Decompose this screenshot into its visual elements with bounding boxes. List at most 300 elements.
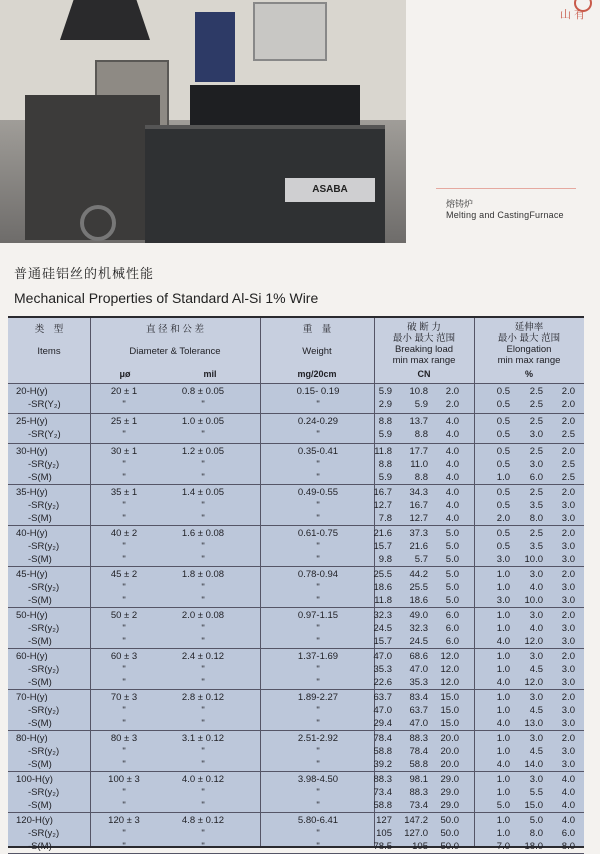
- cell-weight: ": [316, 664, 320, 676]
- cell-elong-max: 2.5: [529, 446, 543, 457]
- cell-elong-max: 10.0: [524, 595, 543, 607]
- cell-elong-min: 0.5: [496, 386, 510, 397]
- cell-tolerance: ": [201, 828, 205, 840]
- cell-elong-min: 0.5: [496, 429, 510, 441]
- cell-elong-max: 8.0: [529, 513, 543, 525]
- cell-elong-min: 2.0: [496, 513, 510, 525]
- cell-break-min: 12.7: [373, 500, 392, 512]
- cell-elong-range: 6.0: [561, 828, 575, 840]
- cell-tolerance: ": [201, 718, 205, 730]
- cell-elong-min: 1.0: [496, 746, 510, 758]
- cell-item: -SR(y₂): [28, 705, 60, 717]
- cell-tolerance: ": [201, 787, 205, 799]
- cell-break-min: 32.3: [373, 610, 392, 621]
- cell-tolerance: 1.6 ± 0.08: [181, 528, 225, 539]
- cell-weight: ": [316, 500, 320, 512]
- cell-diameter: ": [122, 399, 126, 411]
- photo-caption-cn: 熔铸炉: [446, 199, 474, 209]
- cell-weight: ": [316, 636, 320, 648]
- cell-break-max: 12.7: [409, 513, 428, 525]
- cell-weight: ": [316, 800, 320, 812]
- cell-break-max: 8.8: [414, 472, 428, 484]
- cell-diameter: ": [122, 718, 126, 730]
- cell-break-min: 5.9: [378, 472, 392, 484]
- cell-weight: ": [316, 759, 320, 771]
- cell-item: -SR(y₂): [28, 582, 60, 594]
- cell-break-range: 4.0: [445, 459, 459, 471]
- section-title-en: Mechanical Properties of Standard Al-Si 1% Wire: [14, 290, 319, 306]
- cell-tolerance: ": [201, 459, 205, 471]
- cell-elong-range: 2.5: [561, 429, 575, 441]
- cell-break-min: 7.8: [378, 513, 392, 525]
- cell-diameter: ": [122, 513, 126, 525]
- cell-elong-min: 4.0: [496, 677, 510, 689]
- cell-break-min: 2.9: [378, 399, 392, 411]
- cell-break-min: 35.3: [373, 664, 392, 676]
- cell-item: -SR(y₂): [28, 828, 60, 840]
- cell-elong-range: 3.0: [561, 541, 575, 553]
- cell-break-min: 18.6: [373, 582, 392, 594]
- cell-break-range: 5.0: [445, 528, 459, 539]
- cell-break-max: 24.5: [409, 636, 428, 648]
- cell-item: -S(M): [28, 595, 52, 607]
- cell-elong-min: 0.5: [496, 399, 510, 411]
- table-row-group: [8, 525, 584, 567]
- cell-tolerance: 3.1 ± 0.12: [181, 733, 225, 744]
- cell-break-min: 78.5: [373, 841, 392, 853]
- cell-elong-range: 2.0: [561, 692, 575, 703]
- cell-item: 60-H(y): [16, 651, 48, 662]
- furnace-photo: [0, 0, 406, 243]
- cell-weight: 1.89-2.27: [297, 692, 339, 703]
- cell-elong-range: 4.0: [561, 815, 575, 826]
- cell-break-min: 127: [376, 815, 392, 826]
- cell-weight: ": [316, 595, 320, 607]
- cell-item: 45-H(y): [16, 569, 48, 580]
- cell-elong-range: 4.0: [561, 787, 575, 799]
- cell-elong-min: 1.0: [496, 705, 510, 717]
- cell-diameter: 20 ± 1: [110, 386, 138, 397]
- cell-elong-max: 3.0: [529, 774, 543, 785]
- cell-weight: ": [316, 513, 320, 525]
- cell-elong-max: 4.5: [529, 705, 543, 717]
- cell-elong-max: 6.0: [529, 472, 543, 484]
- cell-weight: 0.61-0.75: [297, 528, 339, 539]
- cell-elong-max: 8.0: [529, 828, 543, 840]
- cell-weight: ": [316, 429, 320, 441]
- cell-break-range: 20.0: [440, 759, 459, 771]
- cell-diameter: ": [122, 582, 126, 594]
- cell-item: -S(M): [28, 513, 52, 525]
- cell-elong-min: 4.0: [496, 636, 510, 648]
- cell-tolerance: 1.8 ± 0.08: [181, 569, 225, 580]
- cell-elong-min: 1.0: [496, 582, 510, 594]
- cell-break-range: 4.0: [445, 416, 459, 427]
- cell-tolerance: ": [201, 582, 205, 594]
- cell-diameter: ": [122, 841, 126, 853]
- cell-elong-range: 3.0: [561, 513, 575, 525]
- cell-break-max: 44.2: [409, 569, 428, 580]
- cell-item: 20-H(y): [16, 386, 48, 397]
- cell-elong-range: 3.0: [561, 746, 575, 758]
- cell-break-min: 21.6: [373, 528, 392, 539]
- cell-elong-max: 12.0: [524, 636, 543, 648]
- cell-tolerance: 0.8 ± 0.05: [181, 386, 225, 397]
- cell-break-max: 83.4: [409, 692, 428, 703]
- cell-item: -S(M): [28, 800, 52, 812]
- cell-elong-min: 1.0: [496, 815, 510, 826]
- cell-elong-max: 4.0: [529, 623, 543, 635]
- cell-weight: ": [316, 399, 320, 411]
- cell-break-range: 4.0: [445, 500, 459, 512]
- header-brk-en2: min max range: [392, 355, 456, 366]
- cell-elong-range: 2.0: [561, 569, 575, 580]
- cell-break-max: 18.6: [409, 595, 428, 607]
- cell-item: -S(M): [28, 718, 52, 730]
- cell-break-range: 4.0: [445, 429, 459, 441]
- cell-tolerance: 1.2 ± 0.05: [181, 446, 225, 457]
- cell-elong-range: 3.0: [561, 705, 575, 717]
- cell-weight: 5.80-6.41: [297, 815, 339, 826]
- header-brk-en: Breaking load: [394, 344, 454, 355]
- company-logo: [560, 0, 600, 22]
- cell-elong-min: 0.5: [496, 487, 510, 498]
- cell-item: -S(M): [28, 472, 52, 484]
- cell-tolerance: ": [201, 554, 205, 566]
- cell-diameter: ": [122, 677, 126, 689]
- cell-diameter: 25 ± 1: [110, 416, 138, 427]
- cell-elong-min: 1.0: [496, 828, 510, 840]
- cell-elong-min: 0.5: [496, 459, 510, 471]
- cell-tolerance: ": [201, 746, 205, 758]
- table-row-group: [8, 566, 584, 608]
- cell-break-max: 47.0: [409, 718, 428, 730]
- cell-break-min: 47.0: [373, 651, 392, 662]
- cell-break-range: 5.0: [445, 582, 459, 594]
- cell-diameter: ": [122, 541, 126, 553]
- cell-break-range: 6.0: [445, 623, 459, 635]
- cell-elong-range: 3.0: [561, 623, 575, 635]
- cell-break-min: 15.7: [373, 636, 392, 648]
- cell-elong-max: 2.5: [529, 528, 543, 539]
- photo-mechanism: [190, 85, 360, 125]
- cell-weight: 0.24-0.29: [297, 416, 339, 427]
- cell-break-range: 29.0: [440, 774, 459, 785]
- photo-brand-badge: ASABA: [285, 178, 375, 202]
- cell-item: 80-H(y): [16, 733, 48, 744]
- cell-elong-max: 3.0: [529, 692, 543, 703]
- cell-break-range: 15.0: [440, 718, 459, 730]
- cell-elong-range: 3.0: [561, 595, 575, 607]
- cell-tolerance: 2.4 ± 0.12: [181, 651, 225, 662]
- cell-item: -SR(y₂): [28, 459, 60, 471]
- header-el-en2: min max range: [497, 355, 561, 366]
- cell-break-range: 50.0: [440, 841, 459, 853]
- cell-break-max: 16.7: [409, 500, 428, 512]
- cell-break-range: 4.0: [445, 446, 459, 457]
- header-dia-cn: 直 径 和 公 差: [145, 324, 205, 335]
- cell-item: -SR(y₂): [28, 500, 60, 512]
- cell-weight: ": [316, 554, 320, 566]
- cell-elong-min: 1.0: [496, 664, 510, 676]
- table-row-group: [8, 730, 584, 772]
- cell-weight: ": [316, 718, 320, 730]
- cell-elong-max: 3.0: [529, 569, 543, 580]
- cell-elong-range: 3.0: [561, 718, 575, 730]
- cell-break-max: 105: [412, 841, 428, 853]
- properties-table: [8, 316, 584, 853]
- cell-break-min: 47.0: [373, 705, 392, 717]
- cell-elong-range: 3.0: [561, 759, 575, 771]
- cell-break-max: 68.6: [409, 651, 428, 662]
- cell-break-min: 63.7: [373, 692, 392, 703]
- cell-elong-range: 3.0: [561, 677, 575, 689]
- table-row-group: [8, 413, 584, 444]
- cell-break-min: 73.4: [373, 787, 392, 799]
- cell-break-range: 50.0: [440, 815, 459, 826]
- unit-brk: CN: [417, 369, 431, 379]
- cell-elong-range: 2.0: [561, 399, 575, 411]
- cell-break-min: 15.7: [373, 541, 392, 553]
- cell-tolerance: 1.0 ± 0.05: [181, 416, 225, 427]
- unit-dia: μø: [119, 369, 131, 379]
- cell-item: -SR(y₂): [28, 746, 60, 758]
- cell-elong-range: 2.0: [561, 386, 575, 397]
- cell-break-max: 47.0: [409, 664, 428, 676]
- cell-item: -S(M): [28, 677, 52, 689]
- cell-diameter: ": [122, 623, 126, 635]
- cell-elong-min: 0.5: [496, 500, 510, 512]
- cell-weight: ": [316, 705, 320, 717]
- cell-elong-max: 2.5: [529, 416, 543, 427]
- cell-elong-range: 4.0: [561, 774, 575, 785]
- cell-break-min: 58.8: [373, 746, 392, 758]
- cell-break-max: 21.6: [409, 541, 428, 553]
- cell-diameter: ": [122, 595, 126, 607]
- cell-break-range: 4.0: [445, 487, 459, 498]
- cell-elong-range: 3.0: [561, 554, 575, 566]
- cell-weight: ": [316, 746, 320, 758]
- cell-elong-range: 2.5: [561, 459, 575, 471]
- cell-item: -SR(Y₂): [28, 429, 61, 441]
- photo-lamp: [60, 0, 150, 40]
- cell-break-max: 37.3: [409, 528, 428, 539]
- cell-tolerance: 2.8 ± 0.12: [181, 692, 225, 703]
- cell-elong-max: 3.5: [529, 541, 543, 553]
- cell-weight: 2.51-2.92: [297, 733, 339, 744]
- cell-break-range: 12.0: [440, 651, 459, 662]
- cell-item: -S(M): [28, 759, 52, 771]
- cell-diameter: 80 ± 3: [110, 733, 138, 744]
- header-wt-cn: 重 量: [302, 324, 332, 335]
- cell-break-max: 5.9: [414, 399, 428, 411]
- cell-elong-max: 3.0: [529, 429, 543, 441]
- photo-wheel: [80, 205, 116, 241]
- table-row-group: [8, 484, 584, 526]
- cell-diameter: 120 ± 3: [108, 815, 140, 826]
- header-wt-en: Weight: [302, 346, 332, 357]
- cell-break-range: 5.0: [445, 595, 459, 607]
- cell-break-max: 88.3: [409, 733, 428, 744]
- cell-tolerance: ": [201, 513, 205, 525]
- cell-elong-min: 4.0: [496, 718, 510, 730]
- cell-tolerance: ": [201, 759, 205, 771]
- cell-tolerance: ": [201, 664, 205, 676]
- cell-elong-range: 3.0: [561, 636, 575, 648]
- cell-elong-max: 5.0: [529, 815, 543, 826]
- cell-elong-max: 2.5: [529, 399, 543, 411]
- cell-weight: ": [316, 787, 320, 799]
- table-row-group: [8, 607, 584, 649]
- cell-elong-min: 3.0: [496, 595, 510, 607]
- cell-break-max: 49.0: [409, 610, 428, 621]
- cell-break-max: 8.8: [414, 429, 428, 441]
- cell-break-range: 15.0: [440, 692, 459, 703]
- cell-break-range: 5.0: [445, 569, 459, 580]
- cell-tolerance: ": [201, 399, 205, 411]
- cell-elong-min: 0.5: [496, 528, 510, 539]
- header-brk-cn: 破 断 力: [407, 322, 441, 333]
- cell-elong-max: 10.0: [524, 554, 543, 566]
- cell-elong-range: 2.5: [561, 472, 575, 484]
- cell-elong-min: 5.0: [496, 800, 510, 812]
- cell-diameter: ": [122, 787, 126, 799]
- cell-break-max: 147.2: [404, 815, 428, 826]
- cell-elong-min: 1.0: [496, 569, 510, 580]
- cell-tolerance: ": [201, 472, 205, 484]
- cell-diameter: ": [122, 759, 126, 771]
- cell-break-max: 35.3: [409, 677, 428, 689]
- unit-tol: mil: [203, 369, 217, 379]
- cell-tolerance: ": [201, 541, 205, 553]
- cell-elong-max: 2.5: [529, 386, 543, 397]
- cell-diameter: ": [122, 429, 126, 441]
- cell-elong-range: 2.0: [561, 610, 575, 621]
- header-brk-cn2: 最小 最大 范围: [392, 333, 456, 344]
- cell-diameter: ": [122, 664, 126, 676]
- cell-weight: ": [316, 677, 320, 689]
- cell-break-max: 88.3: [409, 787, 428, 799]
- unit-wt: mg/20cm: [297, 369, 337, 379]
- cell-diameter: 60 ± 3: [110, 651, 138, 662]
- cell-item: -SR(y₂): [28, 664, 60, 676]
- cell-break-min: 25.5: [373, 569, 392, 580]
- cell-item: -S(M): [28, 636, 52, 648]
- cell-item: 50-H(y): [16, 610, 48, 621]
- table-header: [8, 318, 584, 384]
- cell-tolerance: ": [201, 595, 205, 607]
- header-el-cn: 延伸率: [514, 322, 544, 333]
- cell-break-range: 29.0: [440, 800, 459, 812]
- cell-break-min: 8.8: [378, 459, 392, 471]
- table-row-group: [8, 648, 584, 690]
- cell-item: -S(M): [28, 841, 52, 853]
- cell-elong-min: 3.0: [496, 554, 510, 566]
- table-row-group: [8, 383, 584, 414]
- cell-elong-min: 1.0: [496, 610, 510, 621]
- cell-elong-range: 3.0: [561, 582, 575, 594]
- cell-break-max: 17.7: [409, 446, 428, 457]
- cell-break-max: 5.7: [414, 554, 428, 566]
- cell-break-range: 12.0: [440, 677, 459, 689]
- cell-break-max: 127.0: [404, 828, 428, 840]
- cell-break-range: 6.0: [445, 610, 459, 621]
- cell-break-min: 29.4: [373, 718, 392, 730]
- cell-break-range: 50.0: [440, 828, 459, 840]
- cell-elong-min: 0.5: [496, 416, 510, 427]
- cell-weight: ": [316, 828, 320, 840]
- cell-weight: 0.49-0.55: [297, 487, 339, 498]
- cell-elong-max: 5.5: [529, 787, 543, 799]
- cell-elong-max: 13.0: [524, 718, 543, 730]
- cell-break-range: 20.0: [440, 746, 459, 758]
- cell-diameter: 100 ± 3: [108, 774, 140, 785]
- cell-break-min: 88.3: [373, 774, 392, 785]
- cell-break-min: 105: [376, 828, 392, 840]
- cell-break-max: 11.0: [410, 459, 428, 471]
- cell-item: -SR(y₂): [28, 787, 60, 799]
- cell-elong-min: 1.0: [496, 651, 510, 662]
- cell-break-max: 73.4: [409, 800, 428, 812]
- cell-diameter: 30 ± 1: [110, 446, 138, 457]
- cell-weight: 0.15- 0.19: [296, 386, 340, 397]
- cell-break-max: 58.8: [409, 759, 428, 771]
- cell-elong-range: 2.0: [561, 446, 575, 457]
- cell-break-range: 15.0: [440, 705, 459, 717]
- cell-elong-range: 2.0: [561, 528, 575, 539]
- cell-elong-max: 15.0: [524, 800, 543, 812]
- cell-item: -SR(y₂): [28, 541, 60, 553]
- cell-item: -SR(Y₂): [28, 399, 61, 411]
- cell-break-max: 63.7: [409, 705, 428, 717]
- cell-break-range: 20.0: [440, 733, 459, 744]
- cell-tolerance: 2.0 ± 0.08: [181, 610, 225, 621]
- cell-weight: ": [316, 582, 320, 594]
- cell-elong-max: 2.5: [529, 487, 543, 498]
- cell-break-max: 32.3: [409, 623, 428, 635]
- cell-break-min: 39.2: [373, 759, 392, 771]
- cell-tolerance: ": [201, 705, 205, 717]
- cell-diameter: ": [122, 705, 126, 717]
- cell-diameter: 40 ± 2: [110, 528, 138, 539]
- cell-elong-range: 2.0: [561, 733, 575, 744]
- cell-break-range: 4.0: [445, 472, 459, 484]
- photo-caption-en: Melting and CastingFurnace: [446, 210, 564, 220]
- unit-el: %: [524, 369, 533, 379]
- cell-tolerance: ": [201, 429, 205, 441]
- cell-diameter: ": [122, 500, 126, 512]
- cell-break-range: 6.0: [445, 636, 459, 648]
- header-type-cn: 类 型: [34, 324, 64, 335]
- cell-break-min: 16.7: [373, 487, 392, 498]
- header-dia-en: Diameter & Tolerance: [129, 346, 221, 357]
- cell-tolerance: ": [201, 500, 205, 512]
- cell-diameter: 45 ± 2: [110, 569, 138, 580]
- cell-break-min: 22.6: [373, 677, 392, 689]
- cell-item: 120-H(y): [16, 815, 53, 826]
- cell-diameter: 35 ± 1: [110, 487, 138, 498]
- cell-elong-range: 2.0: [561, 487, 575, 498]
- cell-break-min: 8.8: [378, 416, 392, 427]
- cell-weight: ": [316, 472, 320, 484]
- cell-diameter: 50 ± 2: [110, 610, 138, 621]
- cell-item: 100-H(y): [16, 774, 53, 785]
- cell-weight: ": [316, 459, 320, 471]
- cell-item: -SR(y₂): [28, 623, 60, 635]
- cell-diameter: ": [122, 459, 126, 471]
- cell-tolerance: 4.8 ± 0.12: [181, 815, 225, 826]
- cell-elong-max: 12.0: [524, 677, 543, 689]
